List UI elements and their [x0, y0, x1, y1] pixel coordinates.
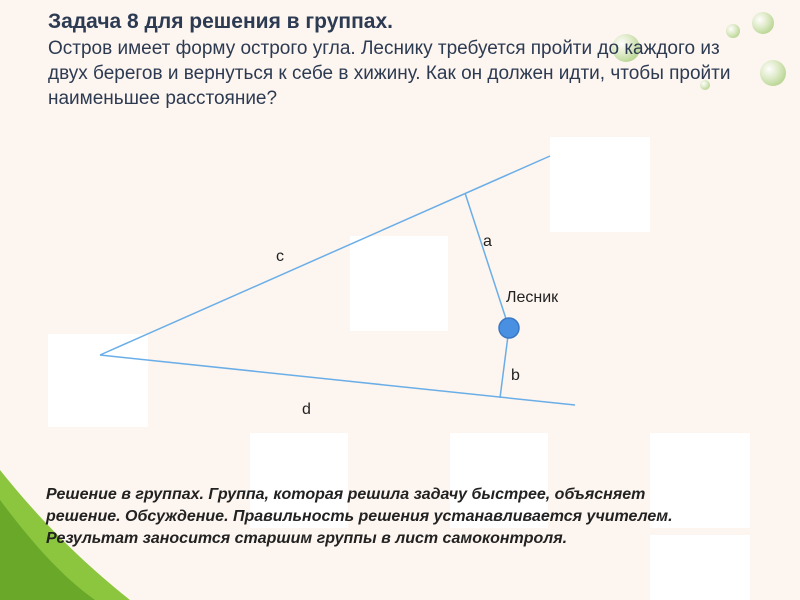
perpendicular-a: [465, 193, 509, 328]
label-a: a: [483, 233, 492, 250]
label-d: d: [302, 401, 311, 418]
label-forester: Лесник: [506, 289, 559, 306]
shore-line-d: [100, 355, 575, 405]
label-c: c: [276, 248, 284, 265]
task-statement: Остров имеет форму острого угла. Леснику требуется пройти до каждого из двух берегов и вернуться к себе в хижину. Как он должен идти, чтобы пройти наименьшее расстояние?: [48, 38, 731, 109]
label-b: b: [511, 367, 520, 384]
shore-line-c: [100, 156, 550, 355]
group-instructions: Решение в группах. Группа, которая решила задачу быстрее, объясняет решение. Обсуждение. Правильность решения устанавливается учителем. Результат заносится старшим группы в лист самоконтроля.: [46, 486, 673, 547]
forester-point: [499, 318, 519, 338]
task-title: Задача 8 для решения в группах.: [48, 10, 393, 33]
